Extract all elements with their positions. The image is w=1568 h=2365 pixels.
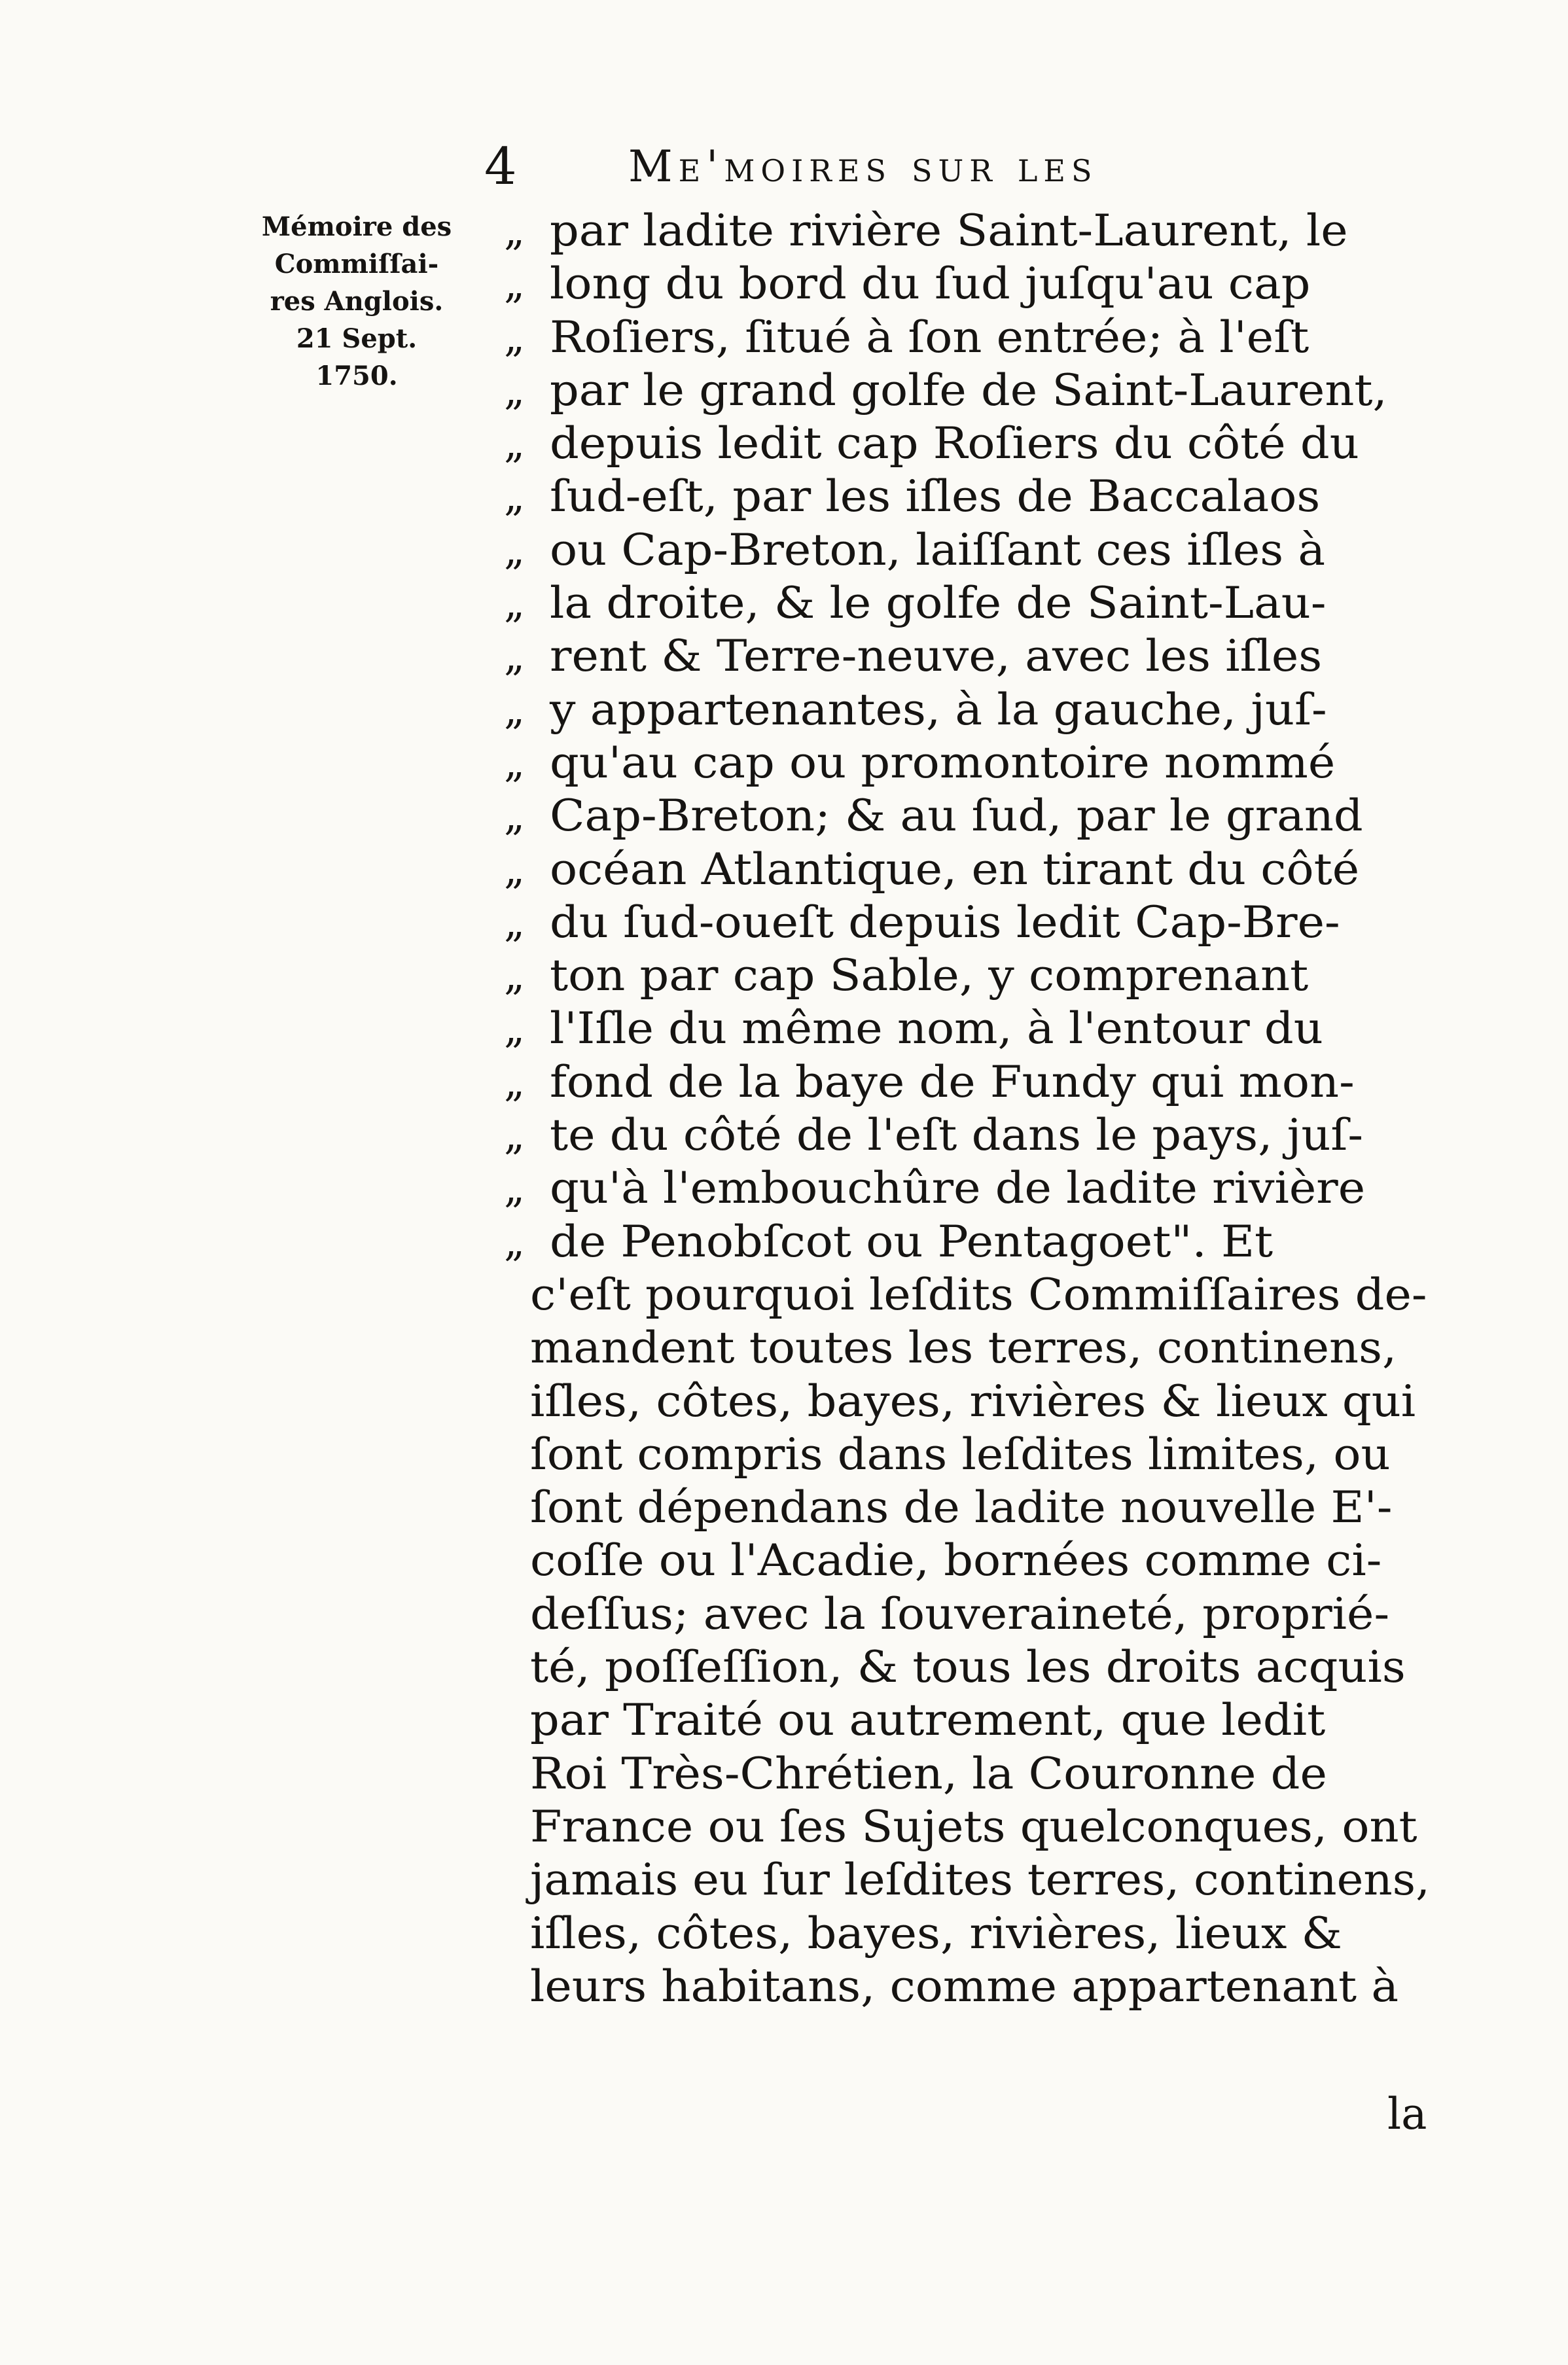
text-line [504, 1002, 1433, 1055]
quotation-mark: „ [504, 207, 526, 255]
text-line-content: ſont dépendans de ladite nouvelle E'- [530, 1482, 1393, 1533]
text-line-content: du ſud-oueſt depuis ledit Cap-Bre- [550, 897, 1340, 948]
text-line-content: depuis ledit cap Roſiers du côté du [550, 418, 1359, 469]
text-line-content: par ladite rivière Saint-Laurent, le [550, 205, 1348, 256]
text-line-content: ſont compris dans leſdites limites, ou [530, 1429, 1391, 1480]
text-line [504, 524, 1433, 577]
margin-note-line: Mémoire des [261, 211, 452, 242]
text-line [504, 1747, 1433, 1800]
text-line-content: long du bord du ſud juſqu'au cap [550, 258, 1311, 310]
text-line-content: France ou ſes Sujets quelconques, ont [530, 1801, 1417, 1852]
text-line-content: jamais eu ſur leſdites terres, continens, [530, 1855, 1430, 1906]
text-line-content: iſles, côtes, bayes, rivières, lieux & [530, 1908, 1342, 1959]
text-line-content: ton par cap Sable, y comprenant [550, 950, 1309, 1001]
quotation-mark: „ [504, 579, 526, 628]
text-line [504, 1268, 1433, 1321]
text-line [504, 577, 1433, 630]
text-line [504, 1907, 1433, 1960]
text-line-content: par le grand golfe de Saint-Laurent, [550, 365, 1387, 416]
quotation-mark: „ [504, 419, 526, 468]
text-line-content: qu'au cap ou promontoire nommé [550, 737, 1336, 788]
quotation-mark: „ [504, 260, 526, 308]
text-line-content: mandent toutes les terres, continens, [530, 1323, 1397, 1374]
text-line [504, 1800, 1433, 1853]
page-header [484, 131, 1270, 203]
text-line-content: y appartenantes, à la gauche, juſ- [550, 684, 1327, 735]
text-line [504, 1162, 1433, 1215]
margin-note-line: res Anglois. [270, 286, 444, 317]
text-line [504, 683, 1433, 736]
text-line-content: deſſus; avec la ſouveraineté, proprié- [530, 1588, 1390, 1639]
catchword: la [1387, 2089, 1427, 2139]
text-line [504, 843, 1433, 896]
text-line [504, 736, 1433, 789]
text-line-content: l'Iſle du même nom, à l'entour du [550, 1003, 1323, 1054]
text-line-content: rent & Terre-neuve, avec les iſles [550, 631, 1323, 682]
text-line [504, 1534, 1433, 1587]
text-line-content: la droite, & le golfe de Saint-Lau- [550, 578, 1327, 629]
text-line [504, 1109, 1433, 1162]
quotation-mark: „ [504, 1005, 526, 1053]
text-line [504, 417, 1433, 470]
margin-note [249, 208, 465, 395]
text-line [504, 1960, 1433, 2013]
quotation-mark: „ [504, 738, 526, 787]
quotation-mark: „ [504, 1058, 526, 1106]
text-line [504, 1853, 1433, 1906]
running-title: Me'moires sur les [628, 141, 1098, 192]
margin-note-line: 21 Sept. [296, 323, 418, 354]
text-line [504, 1641, 1433, 1694]
text-line [504, 1321, 1433, 1374]
quotation-mark: „ [504, 632, 526, 681]
text-line [504, 896, 1433, 949]
text-line-content: ſud-eſt, par les iſles de Baccalaos [550, 471, 1321, 522]
text-line-content: te du côté de l'eſt dans le pays, juſ- [550, 1110, 1363, 1161]
quotation-mark: „ [504, 1164, 526, 1213]
text-line [504, 1056, 1433, 1109]
quotation-mark: „ [504, 685, 526, 734]
text-line-content: ou Cap-Breton, laiſſant ces iſles à [550, 524, 1326, 575]
quotation-mark: „ [504, 472, 526, 521]
text-line-content: Cap-Breton; & au ſud, par le grand [550, 791, 1363, 842]
text-line-content: océan Atlantique, en tirant du côté [550, 844, 1360, 895]
quotation-mark: „ [504, 1217, 526, 1266]
text-line-content: Roi Très-Chrétien, la Couronne de [530, 1748, 1327, 1799]
text-line [504, 789, 1433, 842]
text-line [504, 204, 1433, 257]
text-line [504, 1215, 1433, 1268]
body-text [504, 204, 1433, 2013]
text-line [504, 1481, 1433, 1534]
quotation-mark: „ [504, 1111, 526, 1160]
quotation-mark: „ [504, 792, 526, 840]
margin-note-line: 1750. [315, 361, 398, 391]
text-line-content: Roſiers, ſitué à ſon entrée; à l'eſt [550, 311, 1310, 363]
text-line [504, 311, 1433, 364]
text-line-content: par Traité ou autrement, que ledit [530, 1695, 1326, 1746]
margin-note-line: Commiſſai- [274, 249, 439, 279]
text-line [504, 630, 1433, 683]
quotation-mark: „ [504, 525, 526, 574]
text-line [504, 257, 1433, 310]
text-line-content: iſles, côtes, bayes, rivières & lieux qui [530, 1376, 1416, 1427]
text-line [504, 470, 1433, 523]
quotation-mark: „ [504, 845, 526, 893]
quotation-mark: „ [504, 951, 526, 1000]
text-line-content: coſſe ou l'Acadie, bornées comme ci- [530, 1535, 1382, 1586]
page-number: 4 [484, 137, 517, 196]
text-line-content: leurs habitans, comme appartenant à [530, 1961, 1399, 2012]
quotation-mark: „ [504, 898, 526, 946]
text-line-content: fond de la baye de Fundy qui mon- [550, 1056, 1355, 1107]
text-line [504, 1588, 1433, 1641]
text-line [504, 949, 1433, 1002]
text-line [504, 1375, 1433, 1428]
text-line [504, 1694, 1433, 1747]
text-line-content: de Penobſcot ou Pentagoet". Et [550, 1216, 1274, 1267]
text-line-content: qu'à l'embouchûre de ladite rivière [550, 1163, 1366, 1214]
quotation-mark: „ [504, 313, 526, 361]
text-line-content: té, poſſeſſion, & tous les droits acquis [530, 1642, 1406, 1693]
text-line-content: c'eſt pourquoi leſdits Commiſſaires de- [530, 1269, 1427, 1320]
text-line [504, 1428, 1433, 1481]
quotation-mark: „ [504, 366, 526, 414]
text-line [504, 364, 1433, 417]
